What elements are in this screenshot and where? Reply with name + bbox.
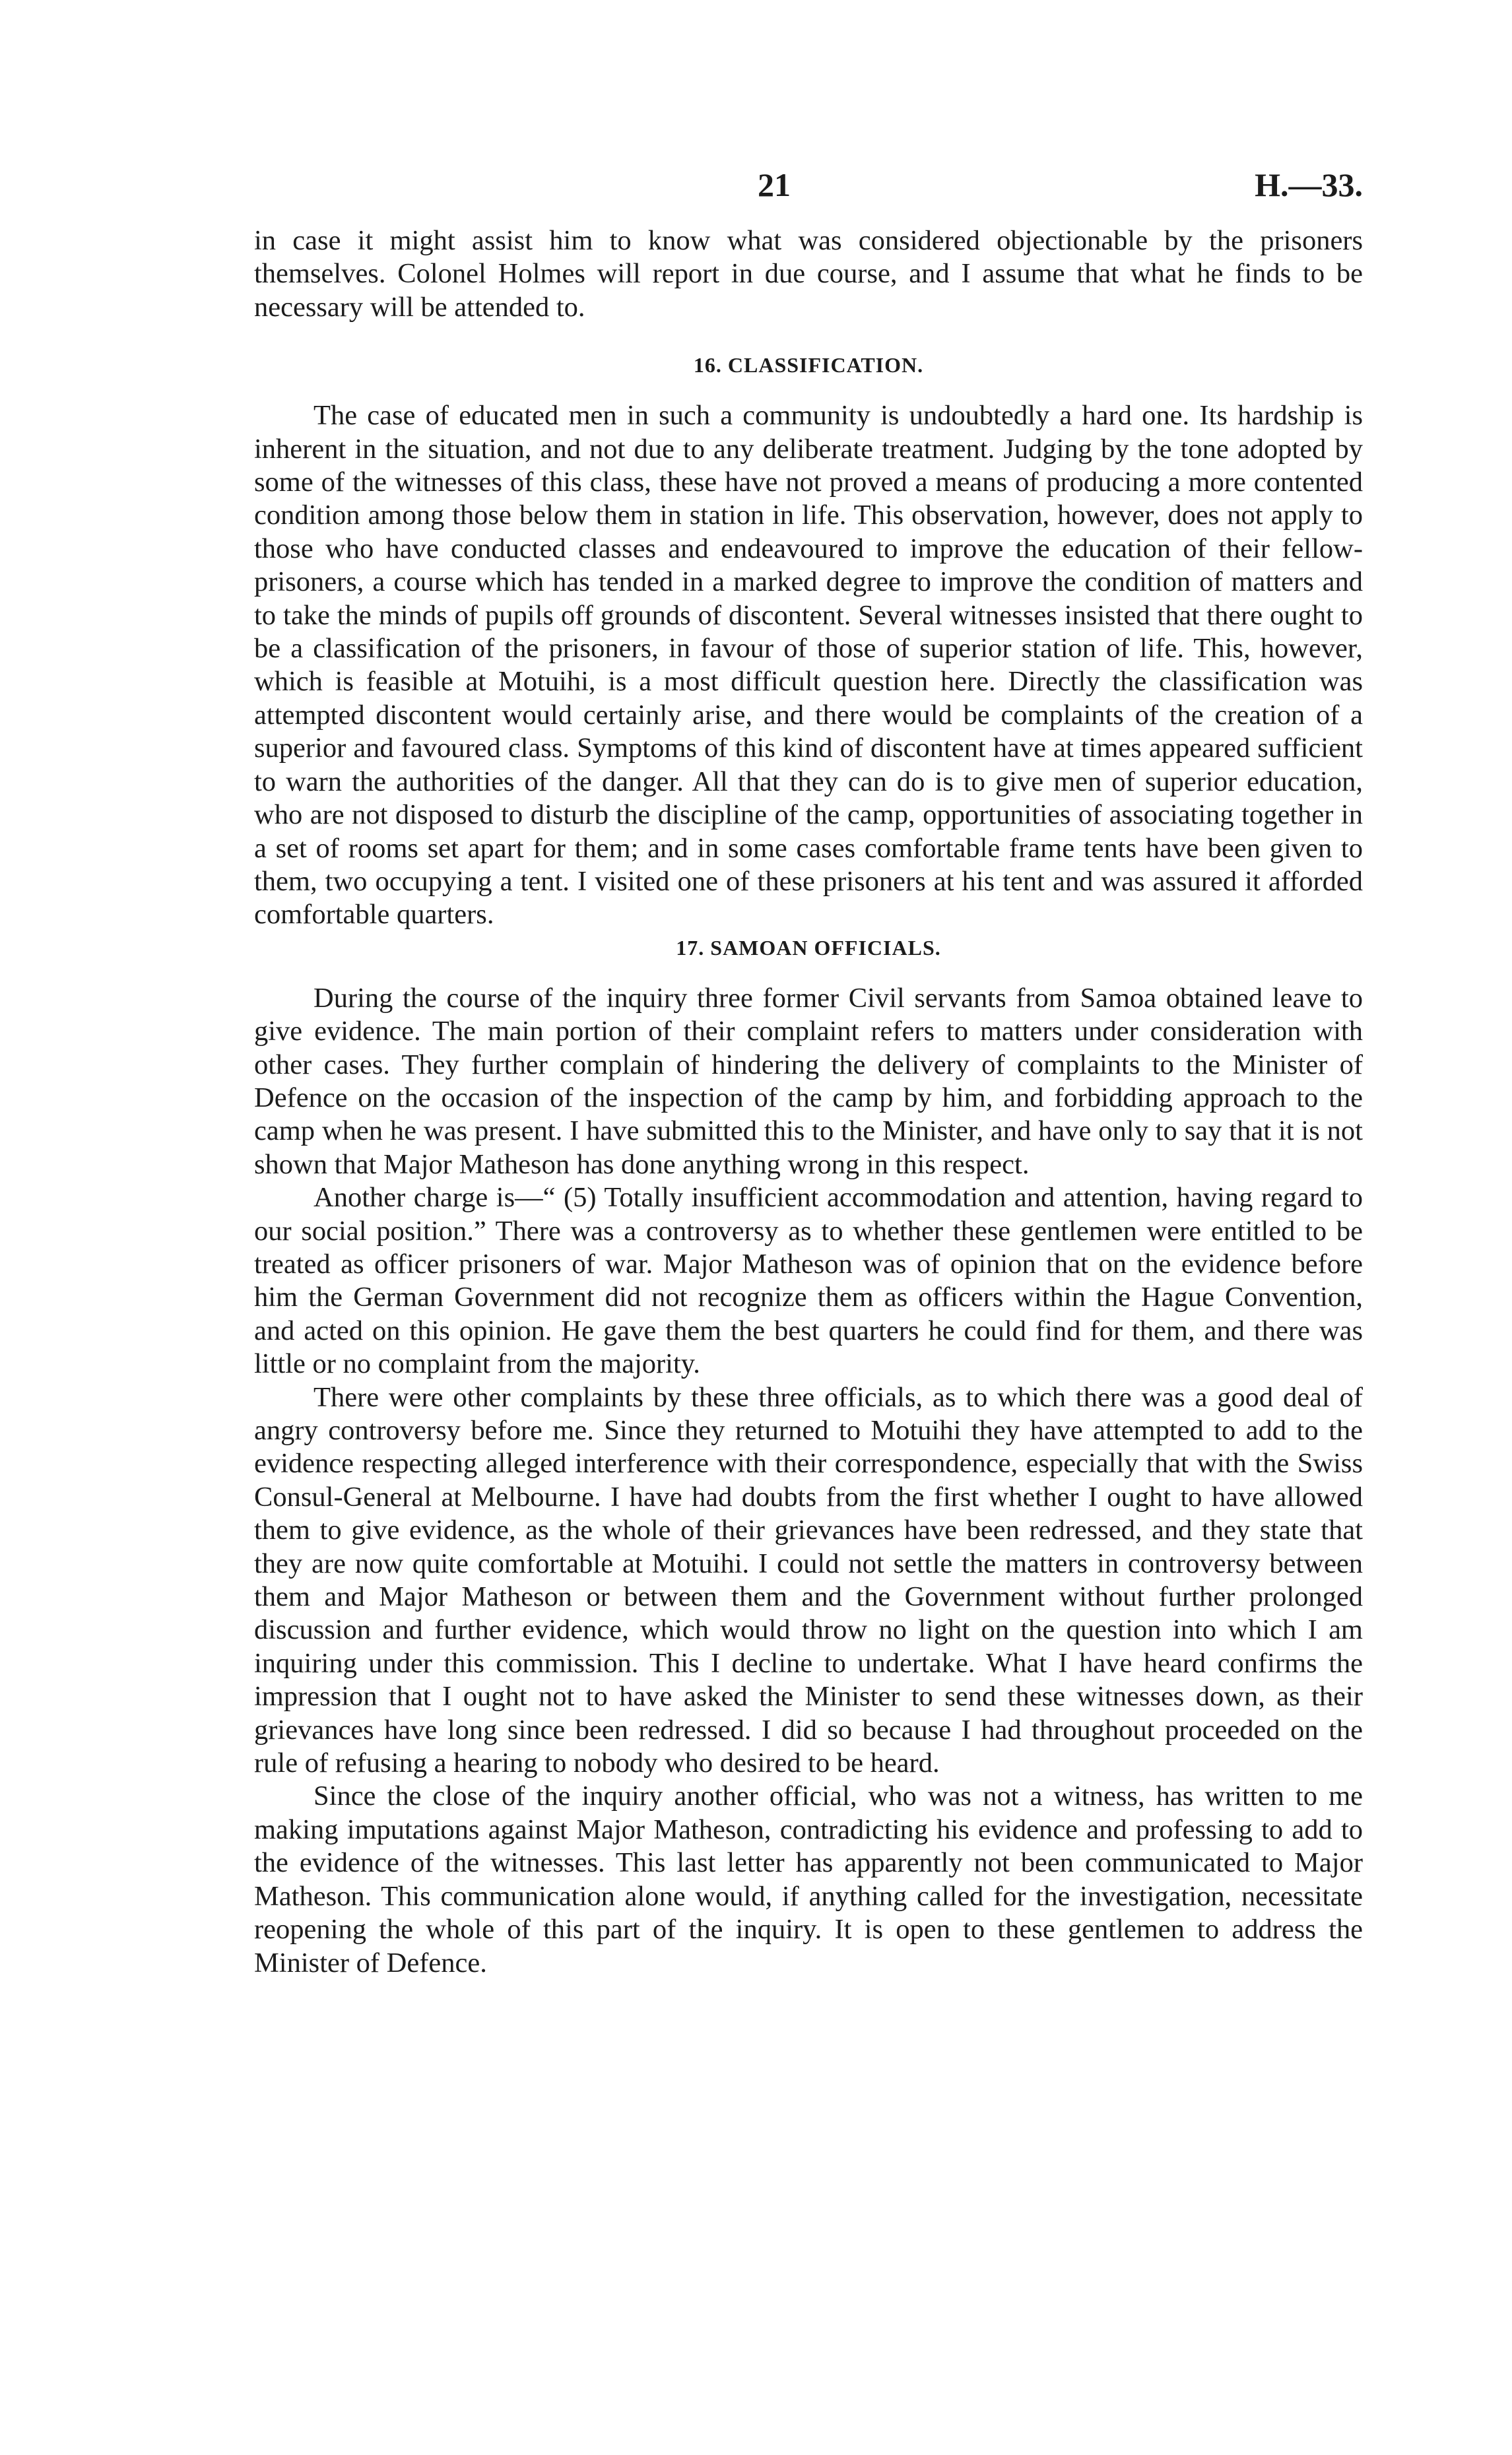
section-heading-samoan-officials: 17. SAMOAN OFFICIALS. — [676, 935, 941, 960]
page-number: 21 — [758, 166, 791, 203]
paragraph-officials-3: There were other complaints by these three officials, as to which there was a good deal of angry controversy before me. Since they returned to Motuihi they have attempted to add to the evidence respecting alleged interference with their correspondence, especially that with the Swiss Consul-General at Melbourne. I have had doubts from the first whether I ought to have allowed them to give evidence, as the whole of their grievances have been redressed, and they state that they are now quite comfortable at Motuihi. I could not settle the matters in controversy between them and Major Matheson or between them and the Government without further prolonged discussion and further evidence, which would throw no light on the question into which I am inquiring under this commission. This I decline to undertake. What I have heard confirms the impression that I ought not to have asked the Minister to send these witnesses down, as their grievances have long since been redressed. I did so because I had throughout proceeded on the rule of refusing a hearing to nobody who desired to be heard. — [254, 1381, 1363, 1779]
body-text — [254, 224, 1363, 1980]
paragraph-classification: The case of educated men in such a community is undoubtedly a hard one. Its hardship is inherent in the situation, and not due to any deliberate treatment. Judging by the tone adopted by some of the witnesses of this class, these have not proved a means of producing a more contented condition among those below them in station in life. This observation, however, does not apply to those who have conducted classes and endeavoured to improve the education of their fellow-prisoners, a course which has tended in a marked degree to improve the condition of matters and to take the minds of pupils off grounds of discontent. Several witnesses insisted that there ought to be a classification of the prisoners, in favour of those of superior station of life. This, however, which is feasible at Motuihi, is a most difficult question here. Directly the classification was attempted discontent would certainly arise, and there would be complaints of the creation of a superior and favoured class. Symptoms of this kind of discontent have at times appeared sufficient to warn the authorities of the danger. All that they can do is to give men of superior education, who are not disposed to disturb the discipline of the camp, opportunities of associating together in a set of rooms set apart for them; and in some cases comfortable frame tents have been given to them, two occupying a tent. I visited one of these prisoners at his tent and was assured it afforded comfortable quarters. — [254, 400, 1363, 931]
paper-number: H.—33. — [1255, 166, 1363, 203]
paragraph-officials-4: Since the close of the inquiry another official, who was not a witness, has written to me making imputations against Major Matheson, contradicting his evidence and professing to add to the evidence of the witnesses. This last letter has apparently not been communicated to Major Matheson. This communication alone would, if anything called for the investigation, necessitate reopening the whole of this part of the inquiry. It is open to these gentlemen to address the Minister of Defence. — [254, 1781, 1363, 1979]
paragraph-officials-1: During the course of the inquiry three former Civil servants from Samoa obtained leave to give evidence. The main portion of their complaint refers to matters under consideration with other cases. They further complain of hindering the delivery of complaints to the Minister of Defence on the occasion of the inspection of the camp by him, and forbidding approach to the camp when he was present. I have submitted this to the Minister, and have only to say that it is not shown that Major Matheson has done anything wrong in this respect. — [254, 982, 1363, 1180]
paragraph-intro: in case it might assist him to know what was considered objectionable by the prisoners themselves. Colonel Holmes will report in due course, and I assume that what he finds to be necessary will be attended to. — [254, 225, 1363, 323]
section-heading-classification: 16. CLASSIFICATION. — [693, 353, 924, 377]
page-header — [0, 162, 1512, 208]
paragraph-officials-2: Another charge is—“ (5) Totally insufficient accommodation and attention, having regard to our social position.” There was a controversy as to whether these gentlemen were entitled to be treated as officer prisoners of war. Major Matheson was of opinion that on the evidence before him the German Government did not recognize them as officers within the Hague Convention, and acted on this opinion. He gave them the best quarters he could find for them, and there was little or no complaint from the majority. — [254, 1182, 1363, 1380]
